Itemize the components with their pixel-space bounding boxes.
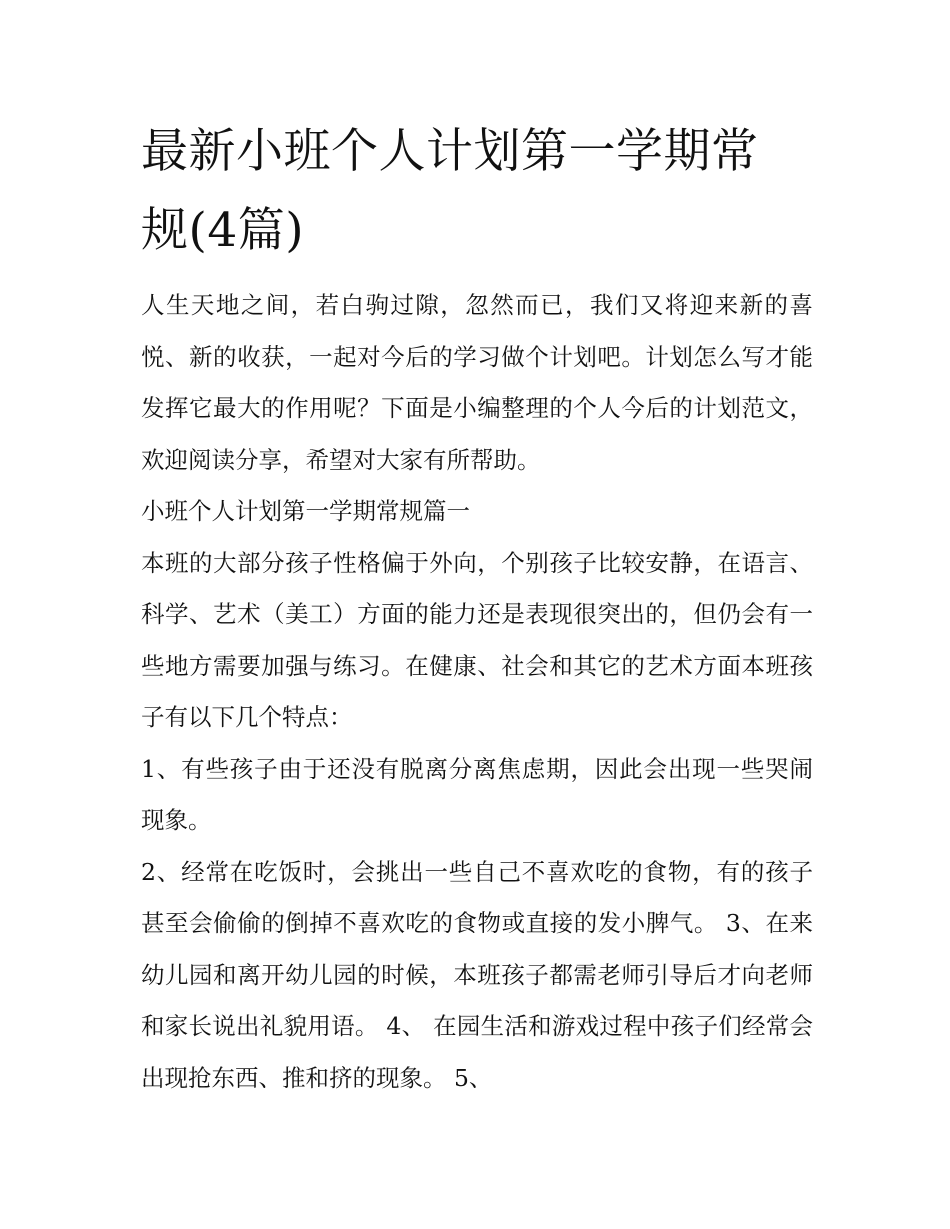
intro-paragraph: 人生天地之间，若白驹过隙，忽然而已，我们又将迎来新的喜悦、新的收获，一起对今后的学习做个计划吧。计划怎么写才能发挥它最大的作用呢？下面是小编整理的个人今后的计划范文，欢迎阅读分享，希望对大家有所帮助。 — [141, 291, 813, 474]
list-item-1: 1、有些孩子由于还没有脱离分离焦虑期，因此会出现一些哭闹现象。 — [141, 754, 813, 834]
body-paragraph: 本班的大部分孩子性格偏于外向，个别孩子比较安静，在语言、科学、艺术（美工）方面的能力还是表现很突出的，但仍会有一些地方需要加强与练习。在健康、社会和其它的艺术方面本班孩子有以下几个特点： — [141, 548, 813, 731]
document-content — [141, 112, 813, 1104]
document-title: 最新小班个人计划第一学期常规(4篇) — [141, 124, 759, 258]
section-heading: 小班个人计划第一学期常规篇一 — [141, 497, 470, 525]
list-item-2: 2、经常在吃饭时，会挑出一些自己不喜欢吃的食物，有的孩子甚至会偷偷的倒掉不喜欢吃的食物或直接的发小脾气。 3、在来幼儿园和离开幼儿园的时候，本班孩子都需老师引导后才向老师和家长说出礼貌用语。 4、 在园生活和游戏过程中孩子们经常会出现抢东西、推和挤的现象。 5、 — [141, 857, 813, 1092]
